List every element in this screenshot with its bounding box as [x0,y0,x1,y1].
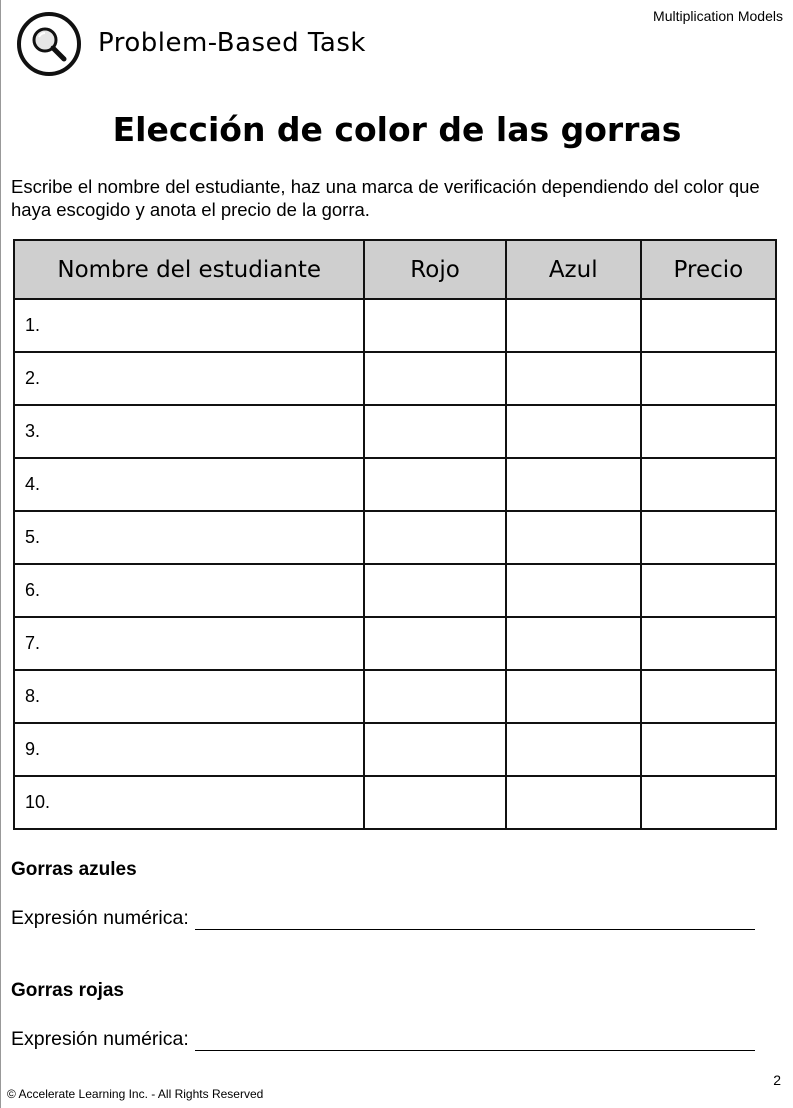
table-row [14,617,776,670]
azul-cell[interactable] [506,617,641,670]
azul-cell[interactable] [506,564,641,617]
row-number[interactable]: 7. [14,617,364,670]
rojo-cell[interactable] [364,352,505,405]
azul-cell[interactable] [506,723,641,776]
azul-cell[interactable] [506,405,641,458]
row-number[interactable]: 10. [14,776,364,829]
logo [17,12,81,76]
azul-cell[interactable] [506,299,641,352]
row-number[interactable]: 1. [14,299,364,352]
table-row [14,511,776,564]
precio-cell[interactable] [641,299,776,352]
row-number[interactable]: 9. [14,723,364,776]
rojo-cell[interactable] [364,299,505,352]
blue-caps-expression [11,907,755,930]
row-number[interactable]: 6. [14,564,364,617]
precio-cell[interactable] [641,617,776,670]
magnifying-glass-icon [27,22,73,68]
header-label: Multiplication Models [653,8,783,24]
red-caps-heading: Gorras rojas [11,980,124,1001]
row-number[interactable]: 3. [14,405,364,458]
expression-label: Expresión numérica: [11,1028,189,1050]
column-header: Nombre del estudiante [14,240,364,299]
row-number[interactable]: 5. [14,511,364,564]
precio-cell[interactable] [641,405,776,458]
student-table [13,239,777,830]
row-number[interactable]: 4. [14,458,364,511]
row-number[interactable]: 8. [14,670,364,723]
rojo-cell[interactable] [364,511,505,564]
rojo-cell[interactable] [364,670,505,723]
precio-cell[interactable] [641,564,776,617]
column-header: Rojo [364,240,505,299]
azul-cell[interactable] [506,511,641,564]
rojo-cell[interactable] [364,776,505,829]
table-row [14,564,776,617]
red-expression-answer-line[interactable] [195,1030,755,1051]
precio-cell[interactable] [641,352,776,405]
table-row [14,352,776,405]
precio-cell[interactable] [641,670,776,723]
blue-expression-answer-line[interactable] [195,909,755,930]
azul-cell[interactable] [506,776,641,829]
red-caps-expression [11,1028,755,1051]
precio-cell[interactable] [641,723,776,776]
table-header-row [14,240,776,299]
precio-cell[interactable] [641,511,776,564]
table-row [14,405,776,458]
section-title: Problem-Based Task [98,28,366,58]
row-number[interactable]: 2. [14,352,364,405]
azul-cell[interactable] [506,670,641,723]
azul-cell[interactable] [506,458,641,511]
rojo-cell[interactable] [364,617,505,670]
column-header: Azul [506,240,641,299]
table-row [14,458,776,511]
page-number: 2 [773,1072,781,1088]
column-header: Precio [641,240,776,299]
table-row [14,723,776,776]
page-title: Elección de color de las gorras [112,110,682,149]
blue-caps-heading: Gorras azules [11,859,137,880]
precio-cell[interactable] [641,776,776,829]
azul-cell[interactable] [506,352,641,405]
rojo-cell[interactable] [364,405,505,458]
rojo-cell[interactable] [364,564,505,617]
table-row [14,299,776,352]
rojo-cell[interactable] [364,458,505,511]
instructions: Escribe el nombre del estudiante, haz una marca de verificación dependiendo del color que haya escogido y anota el precio de la gorra. [11,176,760,220]
table-row [14,670,776,723]
rojo-cell[interactable] [364,723,505,776]
expression-label: Expresión numérica: [11,907,189,929]
footer-copyright: © Accelerate Learning Inc. - All Rights Reserved [7,1087,264,1101]
table-row [14,776,776,829]
precio-cell[interactable] [641,458,776,511]
